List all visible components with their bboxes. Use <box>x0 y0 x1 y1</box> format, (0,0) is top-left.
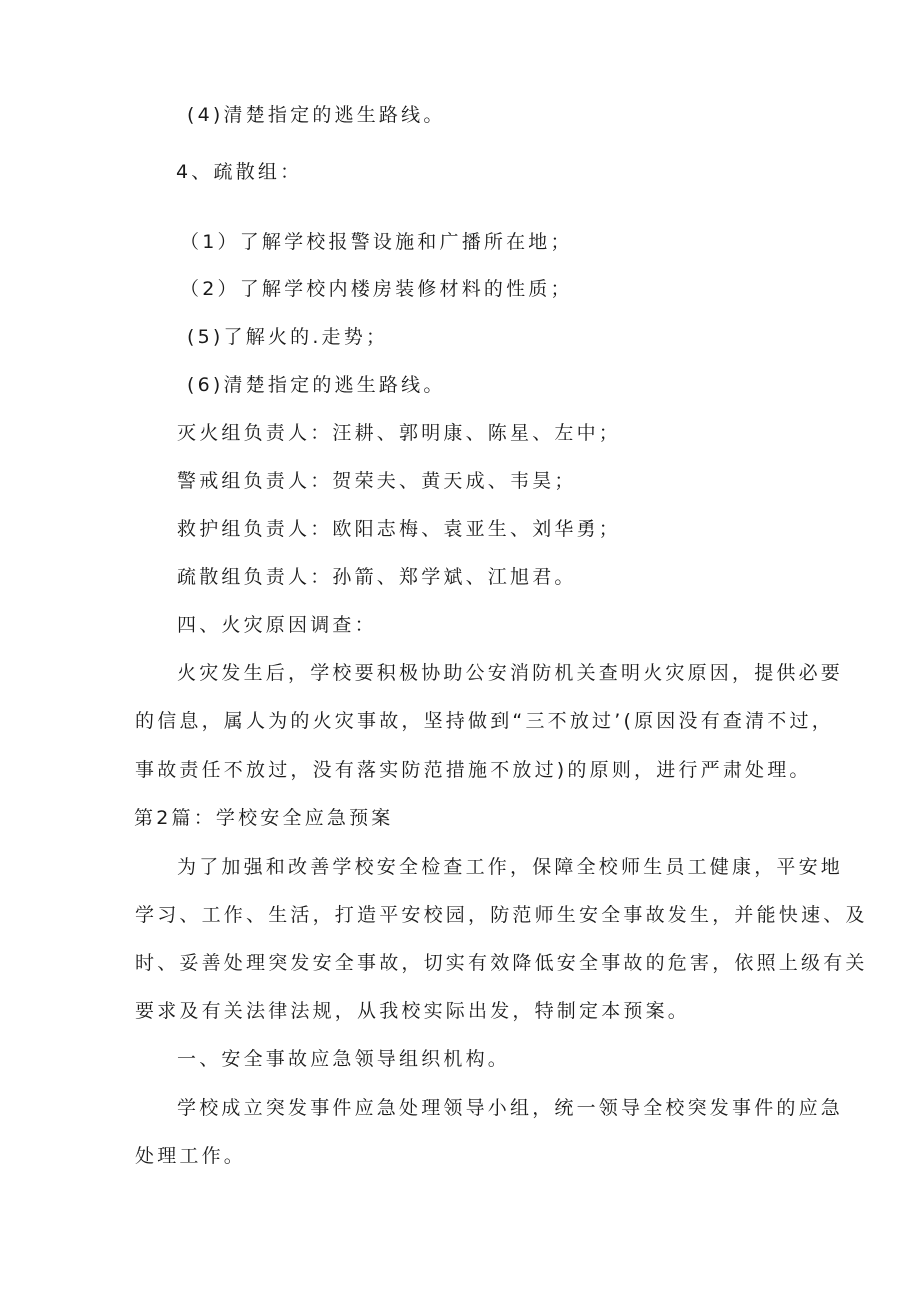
text-line-9: 救护组负责人：欧阳志梅、袁亚生、刘华勇； <box>177 518 622 540</box>
text-line-10: 疏散组负责人：孙箭、郑学斌、江旭君。 <box>177 566 577 588</box>
text-line-17: 学习、工作、生活，打造平安校园，防范师生安全事故发生，并能快速、及 <box>135 904 868 926</box>
text-line-18: 时、妥善处理突发安全事故，切实有效降低安全事故的危害，依照上级有关 <box>135 952 868 974</box>
text-line-19: 要求及有关法律法规，从我校实际出发，特制定本预案。 <box>135 1000 691 1022</box>
text-line-4: （2）了解学校内楼房装修材料的性质； <box>180 278 573 300</box>
text-line-2: 4、疏散组： <box>176 161 303 183</box>
text-line-21: 学校成立突发事件应急处理领导小组，统一领导全校突发事件的应急 <box>177 1097 844 1119</box>
text-line-12: 火灾发生后，学校要积极协助公安消防机关查明火灾原因，提供必要 <box>177 662 844 684</box>
section-heading-fire-cause: 四、火灾原因调查： <box>177 614 377 636</box>
text-line-13: 的信息，属人为的火灾事故，坚持做到“三不放过’(原因没有查清不过， <box>135 710 834 732</box>
text-line-14: 事故责任不放过，没有落实防范措施不放过)的原则，进行严肃处理。 <box>135 759 812 781</box>
text-line-22: 处理工作。 <box>135 1145 247 1167</box>
text-line-5: (5)了解火的.走势； <box>187 326 389 348</box>
text-line-6: (6)清楚指定的逃生路线。 <box>187 374 446 396</box>
text-line-16: 为了加强和改善学校安全检查工作，保障全校师生员工健康，平安地 <box>177 856 844 878</box>
text-line-8: 警戒组负责人：贺荣夫、黄天成、韦昊； <box>177 470 577 492</box>
text-line-7: 灭火组负责人：汪耕、郭明康、陈星、左中； <box>177 422 622 444</box>
chapter-heading: 第2篇：学校安全应急预案 <box>134 807 394 829</box>
text-line-1: (4)清楚指定的逃生路线。 <box>187 104 446 126</box>
section-heading-leadership: 一、安全事故应急领导组织机构。 <box>177 1048 511 1070</box>
text-line-3: （1）了解学校报警设施和广播所在地； <box>180 231 573 253</box>
